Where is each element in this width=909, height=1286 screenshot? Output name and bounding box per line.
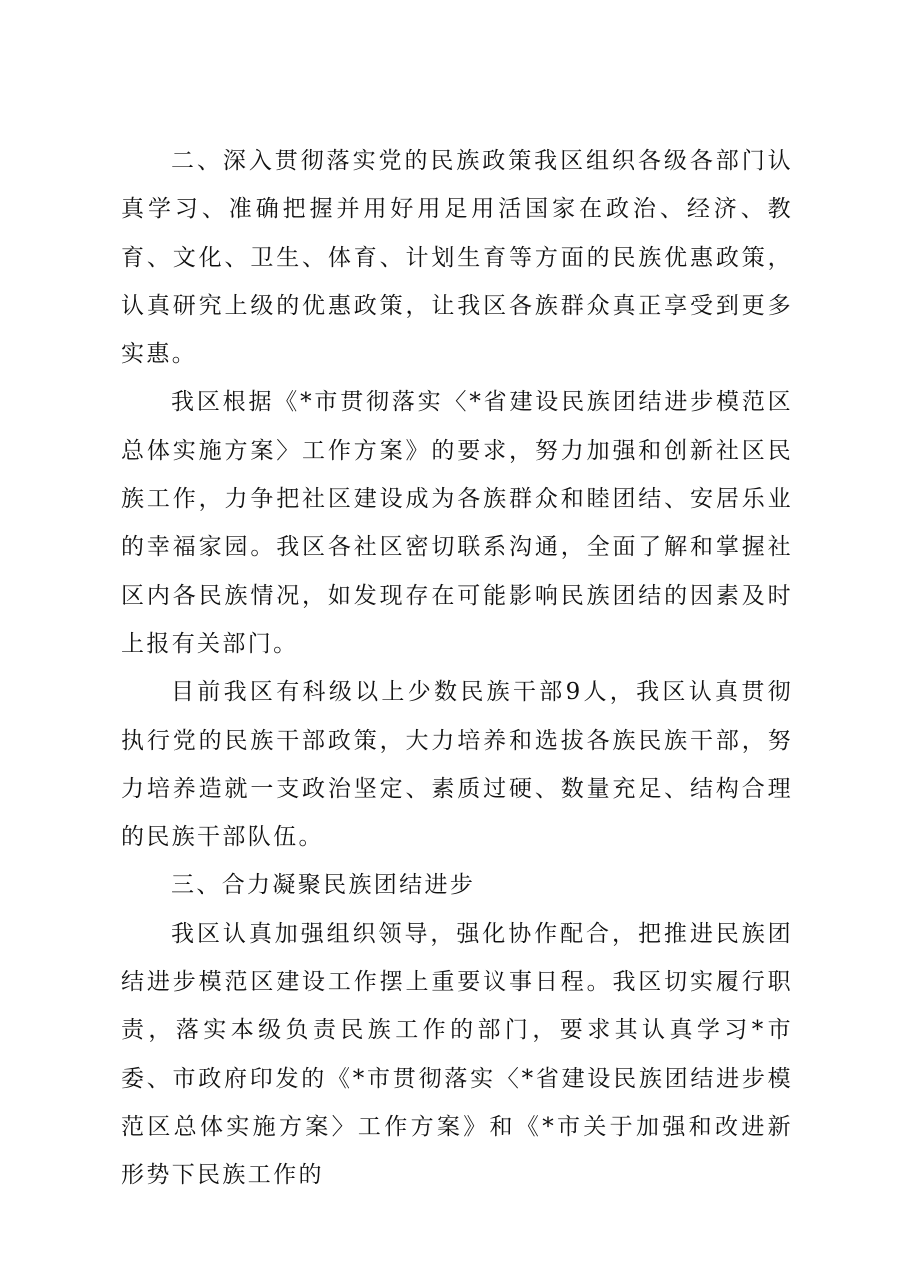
section-heading-unity-progress: 三、合力凝聚民族团结进步 xyxy=(171,872,476,899)
paragraph-community-work: 我区根据《*市贯彻落实〈*省建设民族团结进步模范区总体实施方案〉工作方案》的要求，努力加强和创新社区民族工作，力争把社区建设成为各族群众和睦团结、安居乐业的幸福家园。我区各社区密切联系沟通，全面了解和掌握社区内各民族情况，如发现存在可能影响民族团结的因素及时上报有关部门。 xyxy=(121,389,793,657)
paragraph-minority-cadres: 目前我区有科级以上少数民族干部9人，我区认真贯彻执行党的民族干部政策，大力培养和选拔各族民族干部，努力培养造就一支政治坚定、素质过硬、数量充足、结构合理的民族干部队伍。 xyxy=(121,679,793,851)
document-body xyxy=(121,137,793,1200)
paragraph-national-policy: 二、深入贯彻落实党的民族政策我区组织各级各部门认真学习、准确把握并用好用足用活国家在政治、经济、教育、文化、卫生、体育、计划生育等方面的民族优惠政策，认真研究上级的优惠政策，让我区各族群众真正享受到更多实惠。 xyxy=(121,148,793,368)
paragraph-organization-leadership: 我区认真加强组织领导，强化协作配合，把推进民族团结进步模范区建设工作摆上重要议事日程。我区切实履行职责，落实本级负责民族工作的部门，要求其认真学习*市委、市政府印发的《*市贯彻落实〈*省建设民族团结进步模范区总体实施方案〉工作方案》和《*市关于加强和改进新形势下民族工作的 xyxy=(121,920,793,1189)
